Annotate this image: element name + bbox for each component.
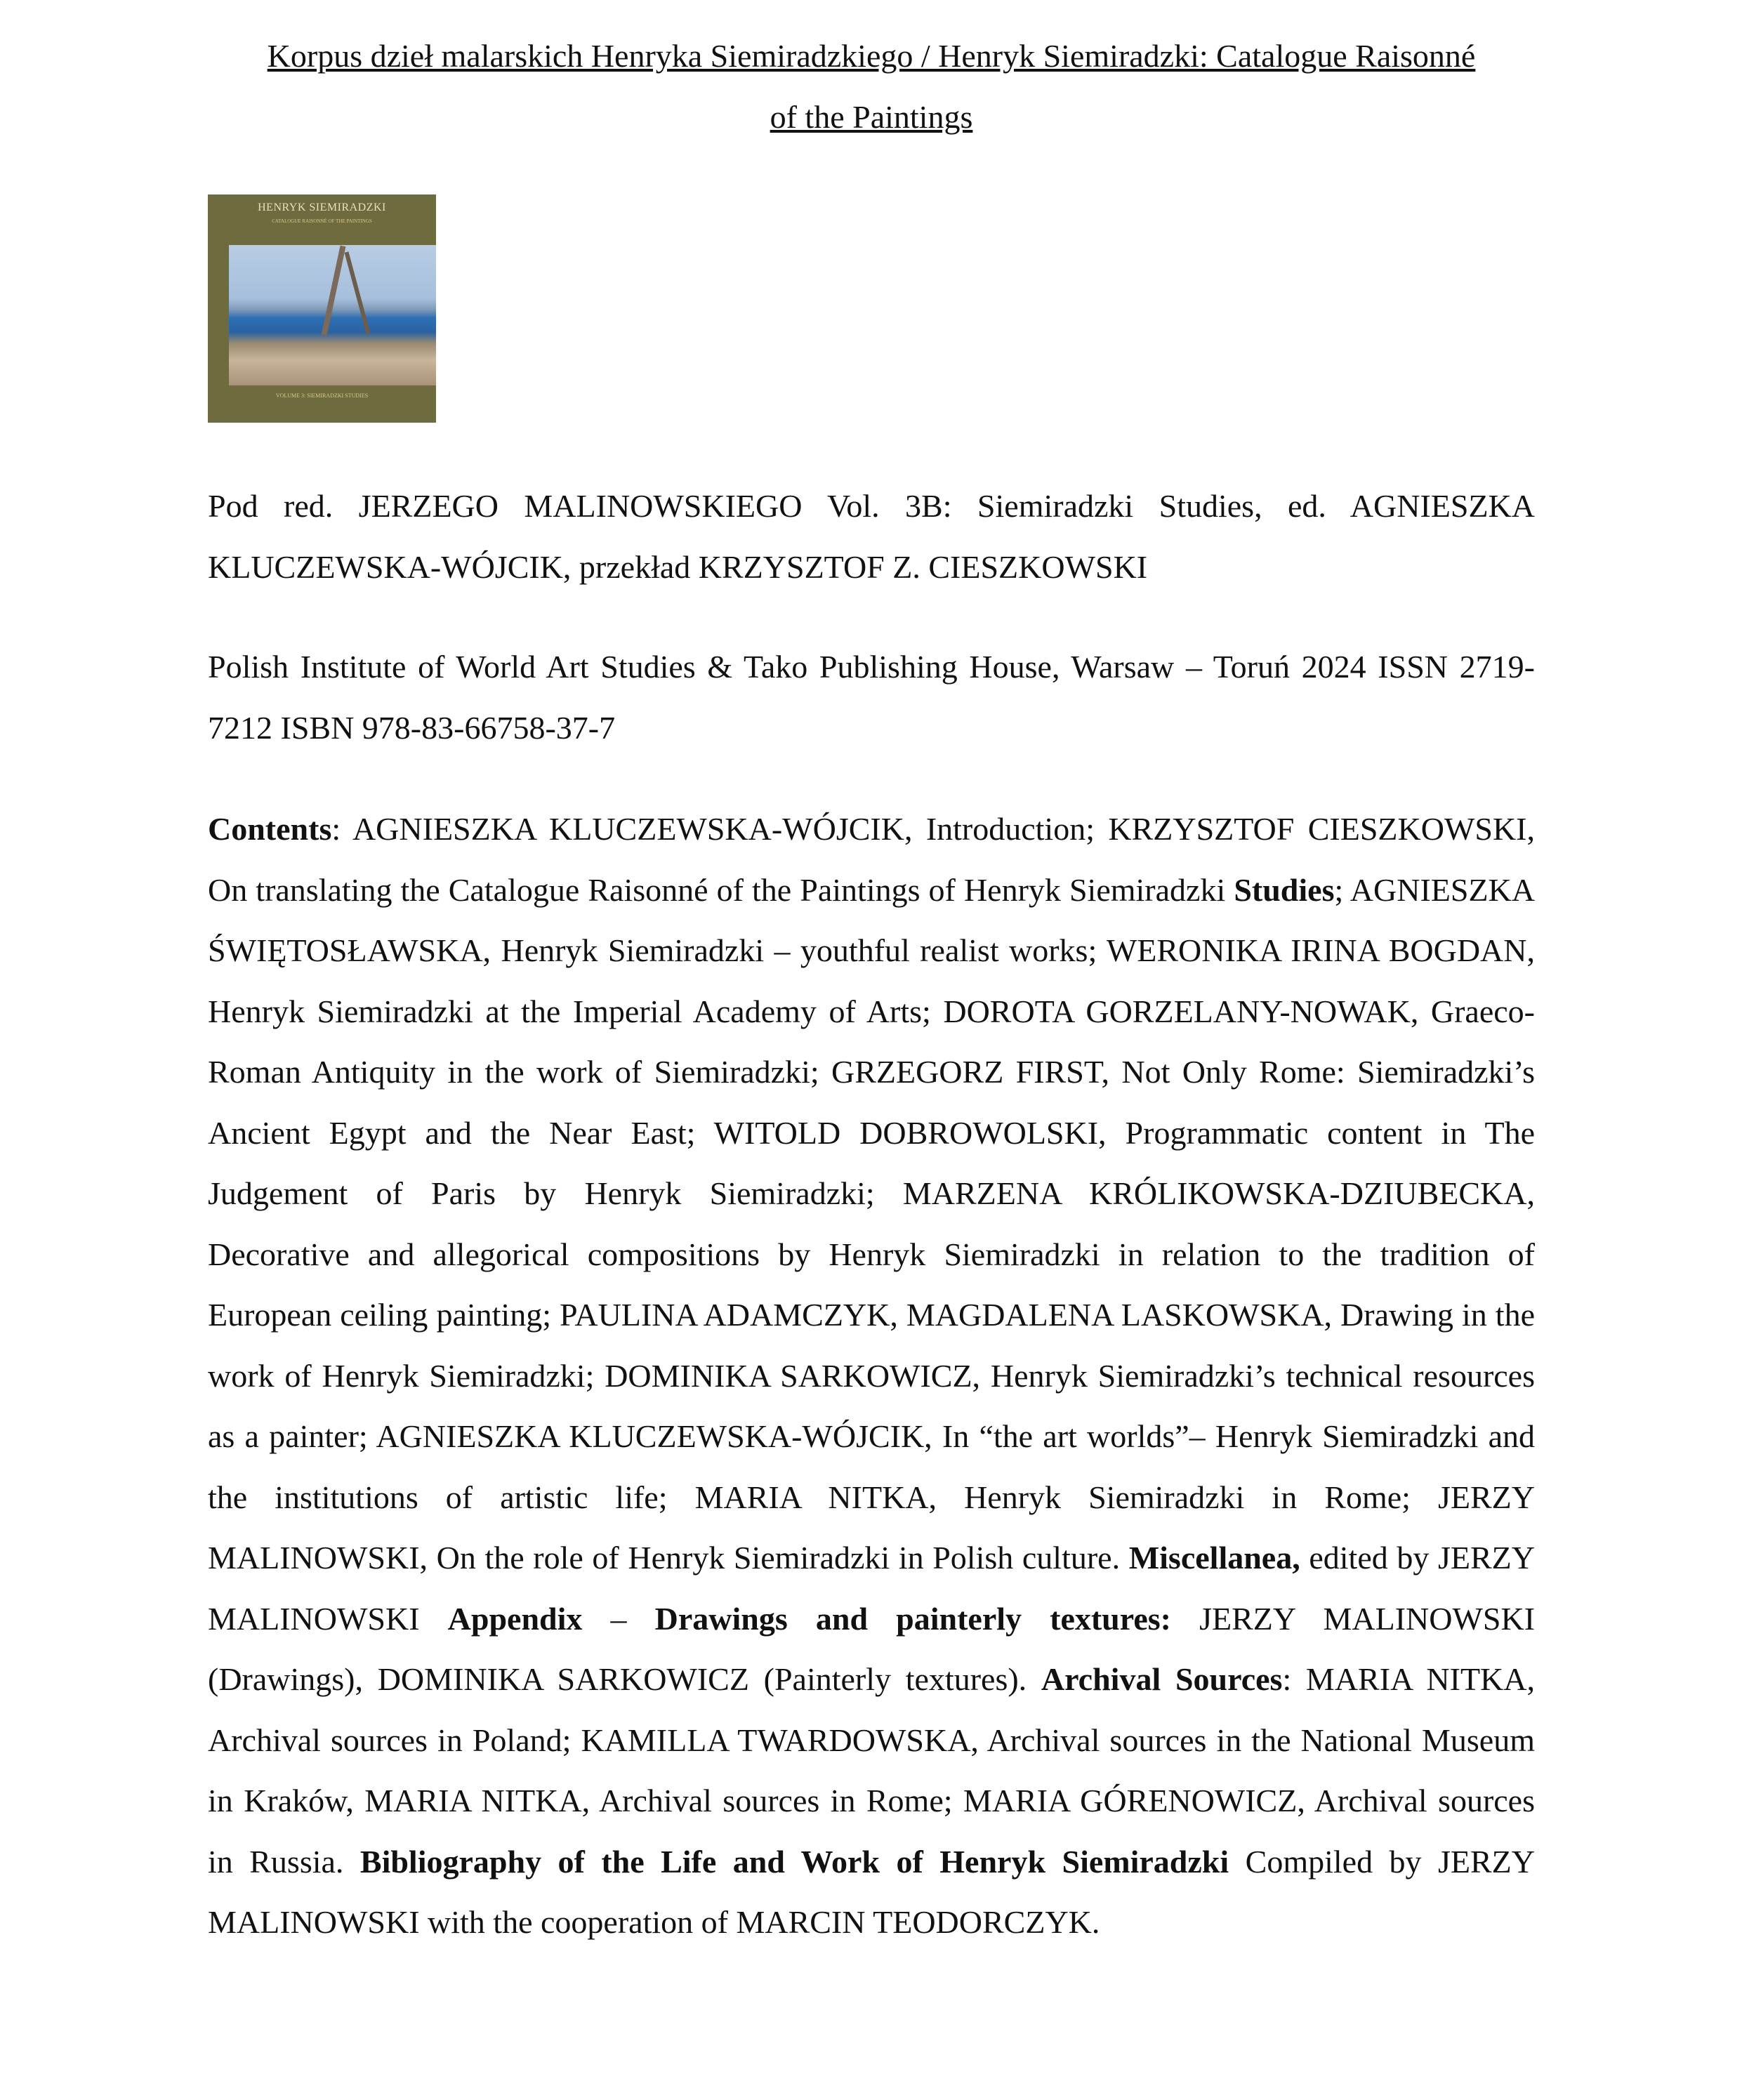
- contents-text: ; AGNIESZKA ŚWIĘTOSŁAWSKA, Henryk Siemiradzki – youthful realist works; WERONIKA IRINA BOGDAN, Henryk Siemiradzki at the Imperial Academy of Arts; DOROTA GORZELANY-NOWAK, Graeco-Roman Antiquity in the work of Siemiradzki; GRZEGORZ FIRST, Not Only Rome: Siemiradzki’s Ancient Egypt and the Near East; WITOLD DOBROWOLSKI, Programmatic content in The Judgement of Paris by Henryk Siemiradzki; MARZENA KRÓLIKOWSKA-DZIUBECKA, Decorative and allegorical compositions by Henryk Siemiradzki in relation to the tradition of European ceiling painting; PAULINA ADAMCZYK, MAGDALENA LASKOWSKA, Drawing in the work of Henryk Siemiradzki; DOMINIKA SARKOWICZ, Henryk Siemiradzki’s technical resources as a painter; AGNIESZKA KLUCZEWSKA-WÓJCIK, In “the art worlds”– Henryk Siemiradzki and the institutions of artistic life; MARIA NITKA, Henryk Siemiradzki in Rome; JERZY MALINOWSKI, On the role of Henryk Siemiradzki in Polish culture.: [208, 871, 1535, 1576]
- book-cover-image: [208, 194, 436, 423]
- contents-paragraph: [208, 799, 1535, 1953]
- contents-text: edited by JERZY MALINOWSKI: [208, 1540, 1535, 1637]
- contents-heading: Bibliography of the Life and Work of Henryk Siemiradzki: [359, 1843, 1229, 1880]
- title-line-2[interactable]: of the Paintings: [770, 98, 973, 135]
- cover-title: HENRYK SIEMIRADZKI: [258, 202, 386, 213]
- cover-volume: VOLUME 3: SIEMIRADZKI STUDIES: [275, 392, 369, 399]
- cover-painting: [229, 245, 436, 385]
- contents-text: –: [582, 1600, 655, 1637]
- contents-heading: Studies: [1234, 871, 1335, 908]
- contents-text: : MARIA NITKA, Archival sources in Poland; KAMILLA TWARDOWSKA, Archival sources in the National Museum in Kraków, MARIA NITKA, Archival sources in Rome; MARIA GÓRENOWICZ, Archival sources in Russia.: [208, 1661, 1535, 1880]
- title-line-1[interactable]: Korpus dzieł malarskich Henryka Siemiradzkiego / Henryk Siemiradzki: Catalogue Raisonné: [267, 38, 1476, 74]
- contents-heading: Miscellanea,: [1128, 1540, 1300, 1576]
- publisher-paragraph: Polish Institute of World Art Studies & Tako Publishing House, Warsaw – Toruń 2024 ISSN 2719-7212 ISBN 978-83-66758-37-7: [208, 649, 1535, 746]
- cover-subtitle: CATALOGUE RAISONNÉ OF THE PAINTINGS: [272, 218, 372, 224]
- editors-paragraph: Pod red. JERZEGO MALINOWSKIEGO Vol. 3B: Siemiradzki Studies, ed. AGNIESZKA KLUCZEWSKA-WÓJCIK, przekład KRZYSZTOF Z. CIESZKOWSKI: [208, 488, 1535, 585]
- contents-heading: Drawings and painterly textures:: [654, 1600, 1171, 1637]
- document-title[interactable]: [208, 26, 1535, 147]
- contents-heading: Archival Sources: [1041, 1661, 1283, 1697]
- contents-heading: Contents: [208, 811, 332, 847]
- contents-text: : AGNIESZKA KLUCZEWSKA-WÓJCIK, Introduction; KRZYSZTOF CIESZKOWSKI, On translating the Catalogue Raisonné of the Paintings of Henryk Siemiradzki: [208, 811, 1535, 908]
- contents-text: Compiled by JERZY MALINOWSKI with the cooperation of MARCIN TEODORCZYK.: [208, 1843, 1535, 1940]
- contents-text: JERZY MALINOWSKI (Drawings), DOMINIKA SARKOWICZ (Painterly textures).: [208, 1600, 1536, 1697]
- contents-heading: Appendix: [447, 1600, 583, 1637]
